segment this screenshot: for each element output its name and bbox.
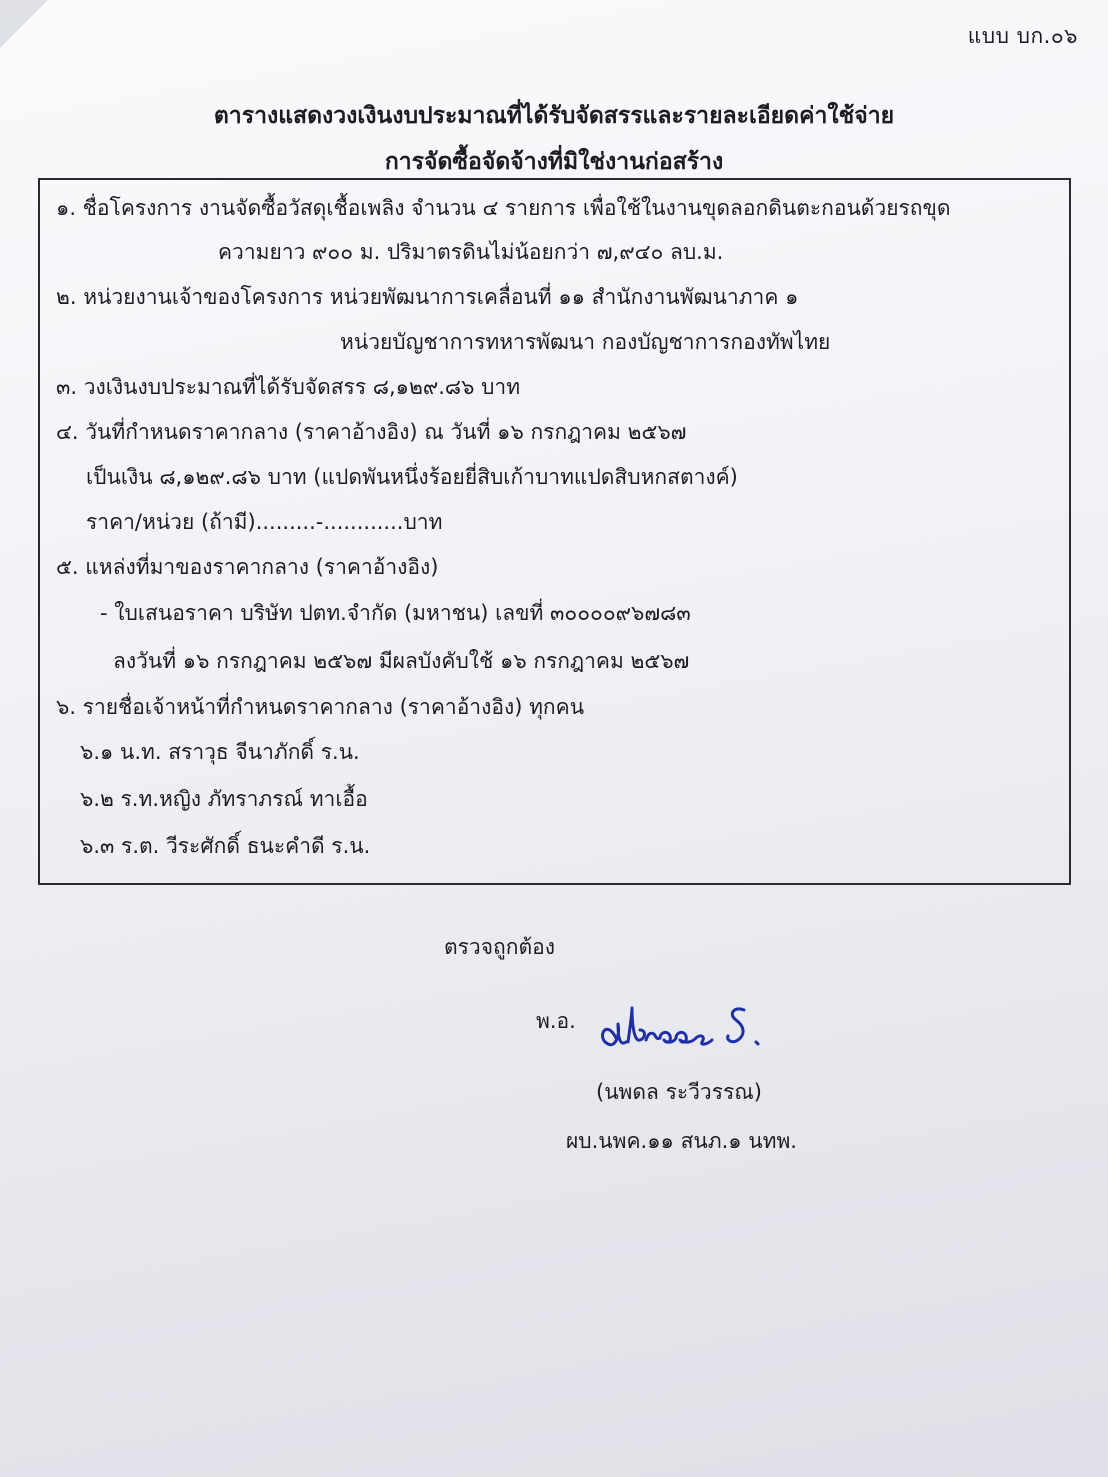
item-6-officer-1: ๖.๑ น.ท. สราวุธ จีนาภักดิ์ ร.น. — [80, 740, 360, 764]
document-title: ตารางแสดงวงเงินงบประมาณที่ได้รับจัดสรรและรายละเอียดค่าใช้จ่าย — [213, 103, 895, 129]
item-2-owner-unit: ๒. หน่วยงานเจ้าของโครงการ หน่วยพัฒนาการเคลื่อนที่ ๑๑ สำนักงานพัฒนาภาค ๑ — [56, 285, 799, 309]
item-5-quotation: - ใบเสนอราคา บริษัท ปตท.จำกัด (มหาชน) เลขที่ ๓๐๐๐๐๙๖๗๘๓ — [100, 601, 691, 625]
item-4-unit-price: ราคา/หน่วย (ถ้ามี).........-............บาท — [86, 510, 443, 534]
item-6-officer-3: ๖.๓ ร.ต. วีระศักดิ์ ธนะคำดี ร.น. — [80, 834, 371, 858]
handwritten-signature — [596, 998, 776, 1062]
verified-label: ตรวจถูกต้อง — [444, 935, 555, 959]
item-6-officer-2: ๖.๒ ร.ท.หญิง ภัทราภรณ์ ทาเอื้อ — [80, 787, 368, 811]
item-3-budget: ๓. วงเงินงบประมาณที่ได้รับจัดสรร ๘,๑๒๙.๘๖ บาท — [56, 375, 521, 399]
form-code: แบบ บก.๐๖ — [967, 24, 1078, 48]
item-6-officers: ๖. รายชื่อเจ้าหน้าที่กำหนดราคากลาง (ราคาอ้างอิง) ทุกคน — [56, 695, 585, 719]
item-5-price-source: ๕. แหล่งที่มาของราคากลาง (ราคาอ้างอิง) — [56, 555, 439, 579]
item-4-amount: เป็นเงิน ๘,๑๒๙.๘๖ บาท (แปดพันหนึ่งร้อยยี่สิบเก้าบาทแปดสิบหกสตางค์) — [86, 465, 738, 489]
item-2-owner-parent: หน่วยบัญชาการทหารพัฒนา กองบัญชาการกองทัพไทย — [340, 330, 831, 354]
signer-position: ผบ.นพค.๑๑ สนภ.๑ นทพ. — [566, 1129, 797, 1153]
item-1-project-detail: ความยาว ๙๐๐ ม. ปริมาตรดินไม่น้อยกว่า ๗,๙๔๐ ลบ.ม. — [218, 240, 724, 264]
page-corner-fold — [0, 0, 48, 48]
signer-rank: พ.อ. — [536, 1009, 576, 1033]
signer-name: (นพดล ระวีวรรณ) — [596, 1080, 762, 1104]
document-subtitle: การจัดซื้อจัดจ้างที่มิใช่งานก่อสร้าง — [384, 149, 724, 175]
item-4-reference-date: ๔. วันที่กำหนดราคากลาง (ราคาอ้างอิง) ณ วันที่ ๑๖ กรกฎาคม ๒๕๖๗ — [56, 420, 687, 444]
item-1-project-name: ๑. ชื่อโครงการ งานจัดซื้อวัสดุเชื้อเพลิง จำนวน ๔ รายการ เพื่อใช้ในงานขุดลอกดินตะกอนด้วยรถขุด — [56, 196, 951, 220]
item-5-quotation-date: ลงวันที่ ๑๖ กรกฎาคม ๒๕๖๗ มีผลบังคับใช้ ๑๖ กรกฎาคม ๒๕๖๗ — [113, 649, 690, 673]
